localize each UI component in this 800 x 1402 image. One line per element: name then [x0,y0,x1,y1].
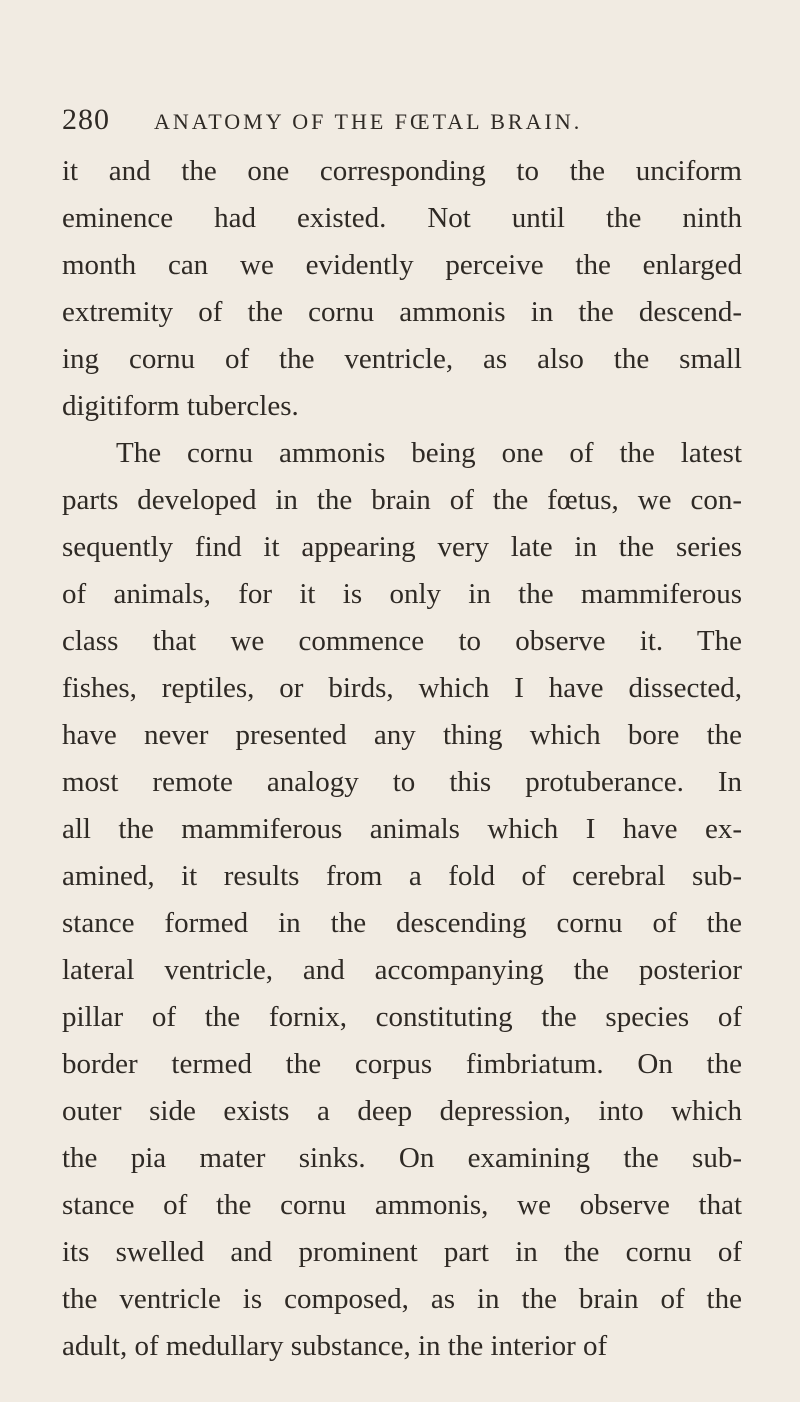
text-line: stance formed in the descending cornu of the [62,907,742,939]
text-line: stance of the cornu ammonis, we observe that [62,1189,742,1221]
text-line: amined, it results from a fold of cerebral sub- [62,860,742,892]
text-line: ing cornu of the ventricle, as also the small [62,343,742,375]
text-line: the ventricle is composed, as in the brain of the [62,1283,742,1315]
text-line: The cornu ammonis being one of the latest [116,437,742,469]
page-number: 280 [62,103,110,136]
text-line: class that we commence to observe it. The [62,625,742,657]
text-line: eminence had existed. Not until the ninth [62,202,742,234]
text-line: digitiform tubercles. [62,390,299,422]
text-line: all the mammiferous animals which I have ex- [62,813,742,845]
text-line: the pia mater sinks. On examining the sub- [62,1142,742,1174]
page-header [62,103,582,137]
text-line: month can we evidently perceive the enlarged [62,249,742,281]
text-line: parts developed in the brain of the fœtus, we con- [62,484,742,516]
running-title: ANATOMY OF THE FŒTAL BRAIN. [154,109,583,134]
text-line: adult, of medullary substance, in the interior of [62,1330,608,1362]
text-line: border termed the corpus fimbriatum. On the [62,1048,742,1080]
text-line: its swelled and prominent part in the cornu of [62,1236,742,1268]
text-line: have never presented any thing which bore the [62,719,742,751]
text-line: pillar of the fornix, constituting the species of [62,1001,742,1033]
text-line: lateral ventricle, and accompanying the posterior [62,954,742,986]
text-line: of animals, for it is only in the mammiferous [62,578,742,610]
text-line: extremity of the cornu ammonis in the descend- [62,296,742,328]
text-line: sequently find it appearing very late in the series [62,531,742,563]
text-line: most remote analogy to this protuberance. In [62,766,742,798]
text-line: outer side exists a deep depression, into which [62,1095,742,1127]
text-line: fishes, reptiles, or birds, which I have dissected, [62,672,742,704]
body-text [62,148,742,1370]
text-line: it and the one corresponding to the unciform [62,155,742,187]
